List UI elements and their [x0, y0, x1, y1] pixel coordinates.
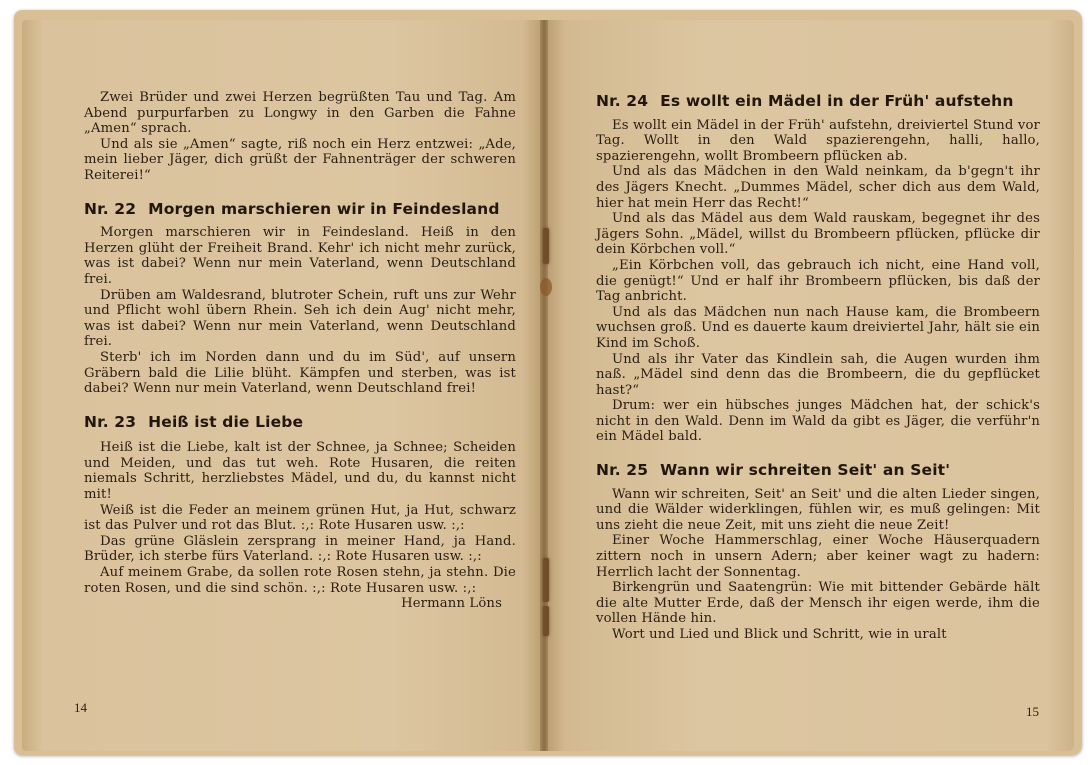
rust-stain	[540, 278, 552, 296]
song-title: Es wollt ein Mädel in der Früh' aufstehn	[660, 92, 1014, 110]
song-number: Nr. 25	[596, 461, 649, 480]
right-page	[544, 20, 1074, 751]
paragraph: Und als das Mädchen nun nach Hause kam, die Brombeern wuchsen groß. Und es dauerte kaum dreiviertel Jahr, hält sie ein Kind im Schoß.	[596, 304, 1040, 351]
song-number: Nr. 23	[84, 412, 137, 431]
song-heading-24	[596, 94, 1040, 110]
author-signature: Hermann Löns	[401, 596, 502, 612]
paragraph: Wort und Lied und Blick und Schritt, wie in uralt	[612, 627, 947, 642]
page-number: 15	[1026, 704, 1039, 719]
book-gutter	[540, 20, 548, 751]
paragraph: Und als ihr Vater das Kindlein sah, die Augen wurden ihm naß. „Mädel sind denn das die Brombeern, die du gepflücket hast?“	[596, 351, 1040, 398]
paragraph: Birkengrün und Saatengrün: Wie mit bittender Gebärde hält die alte Mutter Erde, daß der Mensch ihr eigen werde, ihm die vollen Hände hin.	[596, 580, 1040, 627]
paragraph: Es wollt ein Mädel in der Früh' aufstehn, dreiviertel Stund vor Tag. Wollt in den Wald spazierengehn, halli, hallo, spazierengehn, wollt Brombeern pflücken ab.	[596, 117, 1041, 164]
song-title: Heiß ist die Liebe	[148, 412, 304, 431]
left-page-text	[84, 90, 516, 612]
staple	[543, 228, 549, 264]
song-heading-23	[84, 412, 516, 431]
paragraph: Sterb' ich im Norden dann und du im Süd', auf unsern Gräbern bald die Lilie blüht. Kämpfen und sterben, was ist dabei? Wenn nur mein Vaterland, wenn Deutschland frei!	[84, 349, 516, 397]
paragraph: Drüben am Waldesrand, blutroter Schein, ruft uns zur Wehr und Pflicht wohl übern Rhein. Seh ich dein Aug' nicht mehr, was ist dabei? Wenn nur mein Vaterland, wenn Deutschland frei.	[84, 287, 516, 350]
paragraph: Und als sie „Amen“ sagte, riß noch ein Herz entzwei: „Ade, mein lieber Jäger, dich grüßt der Fahnenträger der schweren Reiterei!“	[84, 136, 516, 183]
song-heading-25	[596, 463, 1040, 479]
paragraph: Morgen marschieren wir in Feindesland. Heiß in den Herzen glüht der Freiheit Brand. Kehr' ich nicht mehr zurück, was ist dabei? Wenn nur mein Vaterland, wenn Deutschland frei.	[84, 225, 516, 287]
paragraph: Einer Woche Hammerschlag, einer Woche Häuserquadern zittern noch in unsern Adern; aber keiner wagt zu hadern: Herrlich lacht der Sonnentag.	[596, 533, 1040, 580]
paragraph: Wann wir schreiten, Seit' an Seit' und die alten Lieder singen, und die Wälder widerklingen, fühlen wir, es muß gelingen: Mit uns zieht die neue Zeit, mit uns zieht die neue Zeit!	[596, 486, 1040, 533]
open-book	[14, 10, 1082, 755]
song-title: Wann wir schreiten Seit' an Seit'	[660, 461, 951, 480]
paragraph: Heiß ist die Liebe, kalt ist der Schnee, ja Schnee; Scheiden und Meiden, und das tut weh. Rote Husaren, die reiten niemals Schritt, herzliebstes Mädel, und du, du kannst nicht mit!	[84, 440, 516, 503]
page-number: 14	[74, 700, 87, 715]
paragraph: „Ein Körbchen voll, das gebrauch ich nicht, eine Hand voll, die genügt!“ Und er half ihr Brombeern pflücken, bis daß der Tag anbricht.	[596, 257, 1040, 305]
song-heading-22	[84, 199, 516, 218]
song-number: Nr. 24	[596, 92, 649, 110]
left-page	[22, 20, 544, 751]
paragraph: Das grüne Gläslein zersprang in meiner Hand, ja Hand. Brüder, ich sterbe fürs Vaterland. :,: Rote Husaren usw. :,:	[84, 533, 516, 565]
staple	[543, 558, 549, 602]
paragraph: Und als das Mädel aus dem Wald rauskam, begegnet ihr des Jägers Sohn. „Mädel, willst du Brombeern pflücken, pflücke dir dein Körbchen voll.“	[596, 211, 1040, 258]
paragraph: Auf meinem Grabe, da sollen rote Rosen stehn, ja stehn. Die roten Rosen, und die sind schön. :,: Rote Husaren usw. :,:	[84, 565, 516, 596]
paragraph: Und als das Mädchen in den Wald neinkam, da b'gegn't ihr des Jägers Knecht. „Dummes Mädel, scher dich aus dem Wald, hier hat mein Herr das Recht!“	[596, 164, 1040, 211]
paragraph: Zwei Brüder und zwei Herzen begrüßten Tau und Tag. Am Abend purpurfarben zu Longwy in den Garben die Fahne „Amen“ sprach.	[84, 90, 516, 137]
right-page-text	[596, 94, 1040, 643]
song-title: Morgen marschieren wir in Feindesland	[148, 199, 500, 218]
staple	[543, 606, 549, 636]
paragraph: Drum: wer ein hübsches junges Mädchen hat, der schick's nicht in den Wald. Denn im Wald da gibt es Jäger, die verführ'n ein Mädel bald.	[596, 398, 1040, 445]
song-number: Nr. 22	[84, 199, 137, 218]
paragraph: Weiß ist die Feder an meinem grünen Hut, ja Hut, schwarz ist das Pulver und rot das Blut. :,: Rote Husaren usw. :,:	[84, 502, 516, 534]
